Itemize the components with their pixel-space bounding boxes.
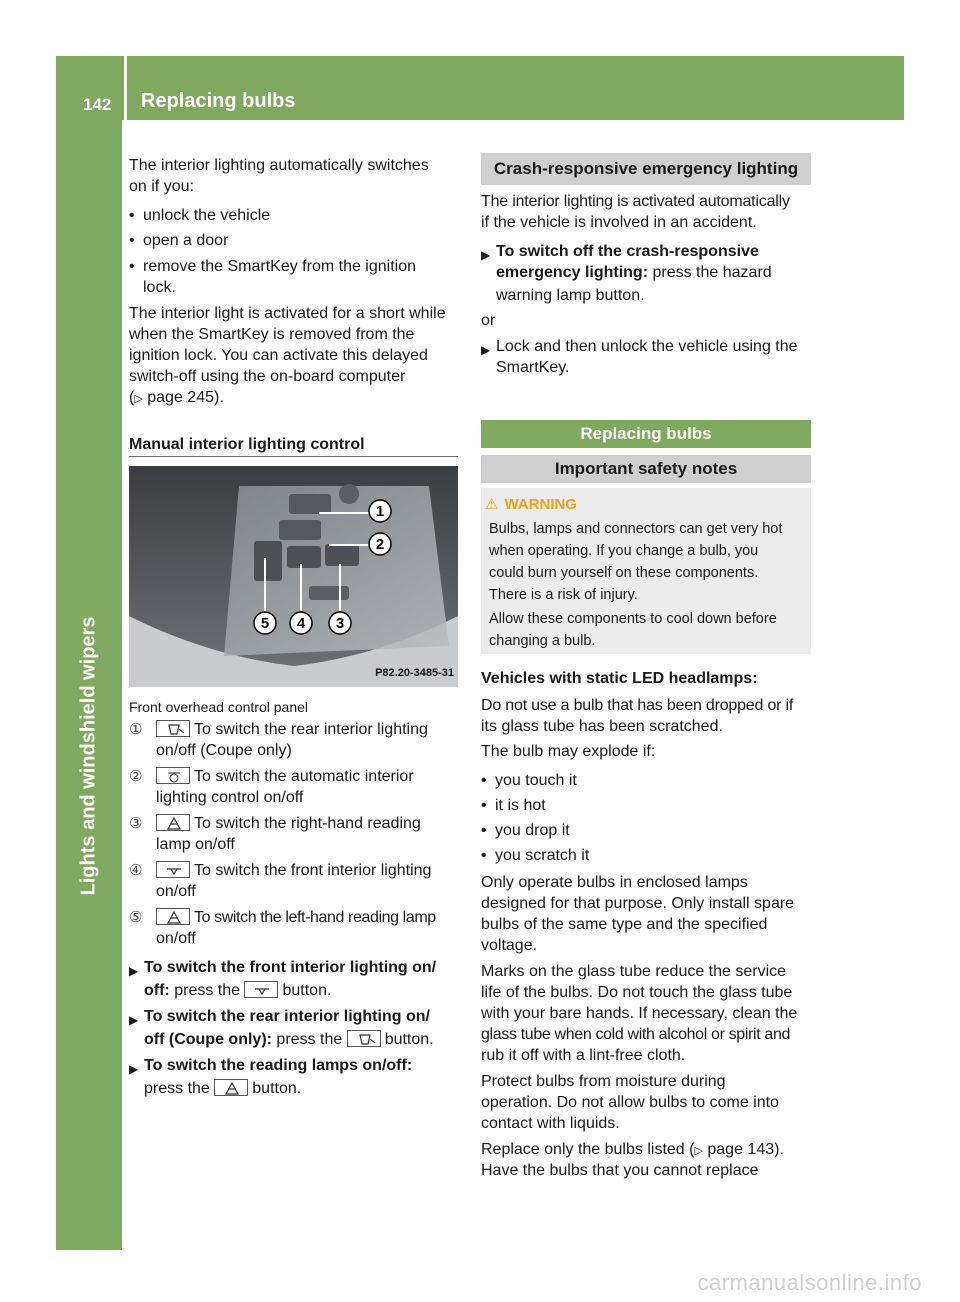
manual-lighting-heading: Manual interior lighting control xyxy=(129,436,365,453)
step-2-text: off (Coupe only): press the button. xyxy=(144,1031,434,1048)
list-item: • you touch it xyxy=(481,772,577,789)
step-arrow-icon: ▶ xyxy=(129,1013,139,1027)
legend-item-2-cont: lighting control on/off xyxy=(156,789,304,806)
para-line: life of the bulbs. Do not touch the glass tube xyxy=(481,984,793,1001)
rear-interior-light-icon xyxy=(347,1030,381,1047)
step-2-heading: To switch the rear interior lighting on/ xyxy=(144,1008,430,1025)
para-line: with your bare hands. If necessary, clean the xyxy=(481,1005,798,1022)
para-line: Have the bulbs that you cannot replace xyxy=(481,1162,759,1179)
photo-caption: Front overhead control panel xyxy=(129,699,308,715)
legend-item-4: ④ To switch the front interior lighting xyxy=(129,862,432,879)
list-item: • you drop it xyxy=(481,822,570,839)
list-item-cont: lock. xyxy=(143,279,176,296)
replacing-bulbs-heading: Replacing bulbs xyxy=(481,420,811,448)
callout-2: 2 xyxy=(375,536,385,553)
lock-step-cont: SmartKey. xyxy=(496,359,570,376)
callout-1: 1 xyxy=(375,503,385,520)
led-text: The bulb may explode if: xyxy=(481,743,656,760)
para-line: Only operate bulbs in enclosed lamps xyxy=(481,874,748,891)
reading-lamp-icon xyxy=(156,814,190,831)
crash-step-text: emergency lighting: press the hazard xyxy=(496,264,772,281)
page-number: 142 xyxy=(83,95,112,114)
delay-line: ignition lock. You can activate this delayed xyxy=(129,347,428,364)
para-line: Protect bulbs from moisture during xyxy=(481,1073,726,1090)
overhead-panel-illustration xyxy=(129,466,458,687)
para-line: voltage. xyxy=(481,937,538,954)
callout-5: 5 xyxy=(260,615,270,632)
crash-text: if the vehicle is involved in an accident. xyxy=(481,214,757,231)
para-line: glass tube when cold with alcohol or spirit and xyxy=(481,1026,791,1043)
front-interior-light-icon xyxy=(244,981,278,998)
warning-text: could burn yourself on these components. xyxy=(489,565,759,581)
led-text: its glass tube has been scratched. xyxy=(481,718,723,735)
para-line: operation. Do not allow bulbs to come into xyxy=(481,1094,779,1111)
warning-text: Bulbs, lamps and connectors can get very hot xyxy=(489,521,783,537)
legend-item-4-cont: on/off xyxy=(156,883,196,900)
reading-lamp-icon xyxy=(156,908,190,925)
or-label: or xyxy=(481,312,496,329)
front-interior-light-icon xyxy=(156,861,190,878)
legend-item-3-cont: lamp on/off xyxy=(156,836,235,853)
intro-line: on if you: xyxy=(129,178,194,195)
chapter-label: Lights and windshield wipers xyxy=(77,616,100,896)
para-line: contact with liquids. xyxy=(481,1115,620,1132)
crash-lighting-heading: Crash-responsive emergency lighting xyxy=(481,153,811,185)
warning-label: ⚠ WARNING xyxy=(485,496,577,513)
legend-item-1-cont: on/off (Coupe only) xyxy=(156,742,292,759)
legend-item-3: ③ To switch the right-hand reading xyxy=(129,815,421,832)
overhead-panel-photo xyxy=(129,466,458,687)
heading-rule xyxy=(129,456,458,457)
rear-interior-light-icon xyxy=(156,720,190,737)
warning-text: Allow these components to cool down before xyxy=(489,611,777,627)
photo-code: P82.20-3485-31 xyxy=(375,667,454,679)
crash-text: The interior lighting is activated automatically xyxy=(481,193,790,210)
callout-4: 4 xyxy=(296,615,306,632)
step-3-heading: To switch the reading lamps on/off: xyxy=(144,1057,413,1074)
para-line: rub it off with a lint-free cloth. xyxy=(481,1047,686,1064)
legend-item-5-cont: on/off xyxy=(156,930,196,947)
step-1-text: off: press the button. xyxy=(144,982,332,999)
legend-item-1: ① To switch the rear interior lighting xyxy=(129,721,428,738)
reading-lamp-icon xyxy=(214,1079,248,1096)
warning-text: changing a bulb. xyxy=(489,633,596,649)
callout-3: 3 xyxy=(335,615,345,632)
warning-text: There is a risk of injury. xyxy=(489,587,638,603)
page-reference[interactable]: Replace only the bulbs listed (▷ page 143). xyxy=(481,1141,784,1158)
list-item: • you scratch it xyxy=(481,847,590,864)
auto-interior-light-icon xyxy=(156,767,190,784)
safety-notes-heading: Important safety notes xyxy=(481,455,811,483)
para-line: Marks on the glass tube reduce the service xyxy=(481,963,787,980)
step-arrow-icon: ▶ xyxy=(129,964,139,978)
led-heading: Vehicles with static LED headlamps: xyxy=(481,670,758,687)
warning-text: when operating. If you change a bulb, you xyxy=(489,543,759,559)
legend-item-2: ② To switch the automatic interior xyxy=(129,768,414,785)
list-item: • unlock the vehicle xyxy=(129,207,271,224)
delay-line: The interior light is activated for a short while xyxy=(129,305,446,322)
step-arrow-icon: ▶ xyxy=(481,248,491,262)
step-arrow-icon: ▶ xyxy=(481,343,491,357)
crash-step-text-cont: warning lamp button. xyxy=(496,287,645,304)
crash-step-heading: To switch off the crash-responsive xyxy=(496,243,759,260)
delay-line: switch-off using the on-board computer xyxy=(129,368,406,385)
page-reference[interactable]: (▷ page 245). xyxy=(129,389,224,406)
legend-item-5: ⑤ To switch the left-hand reading lamp xyxy=(129,909,436,926)
page-ref-icon: ▷ xyxy=(694,1145,703,1157)
page-ref-icon: ▷ xyxy=(134,393,143,405)
lock-step: Lock and then unlock the vehicle using the xyxy=(496,338,798,355)
list-item: • remove the SmartKey from the ignition xyxy=(129,258,417,275)
header-divider xyxy=(124,56,127,120)
list-item: • it is hot xyxy=(481,797,546,814)
watermark: carmanualsonline.info xyxy=(697,1270,922,1295)
led-text: Do not use a bulb that has been dropped or if xyxy=(481,697,794,714)
step-arrow-icon: ▶ xyxy=(129,1062,139,1076)
page-title: Replacing bulbs xyxy=(141,90,296,112)
warning-triangle-icon: ⚠ xyxy=(485,496,499,513)
delay-line: when the SmartKey is removed from the xyxy=(129,326,415,343)
list-item: • open a door xyxy=(129,232,229,249)
para-line: designed for that purpose. Only install spare xyxy=(481,895,795,912)
step-1-heading: To switch the front interior lighting on/ xyxy=(144,959,437,976)
step-3-text: press the button. xyxy=(144,1080,302,1097)
para-line: bulbs of the same type and the specified xyxy=(481,916,768,933)
intro-line: The interior lighting automatically switches xyxy=(129,157,429,174)
